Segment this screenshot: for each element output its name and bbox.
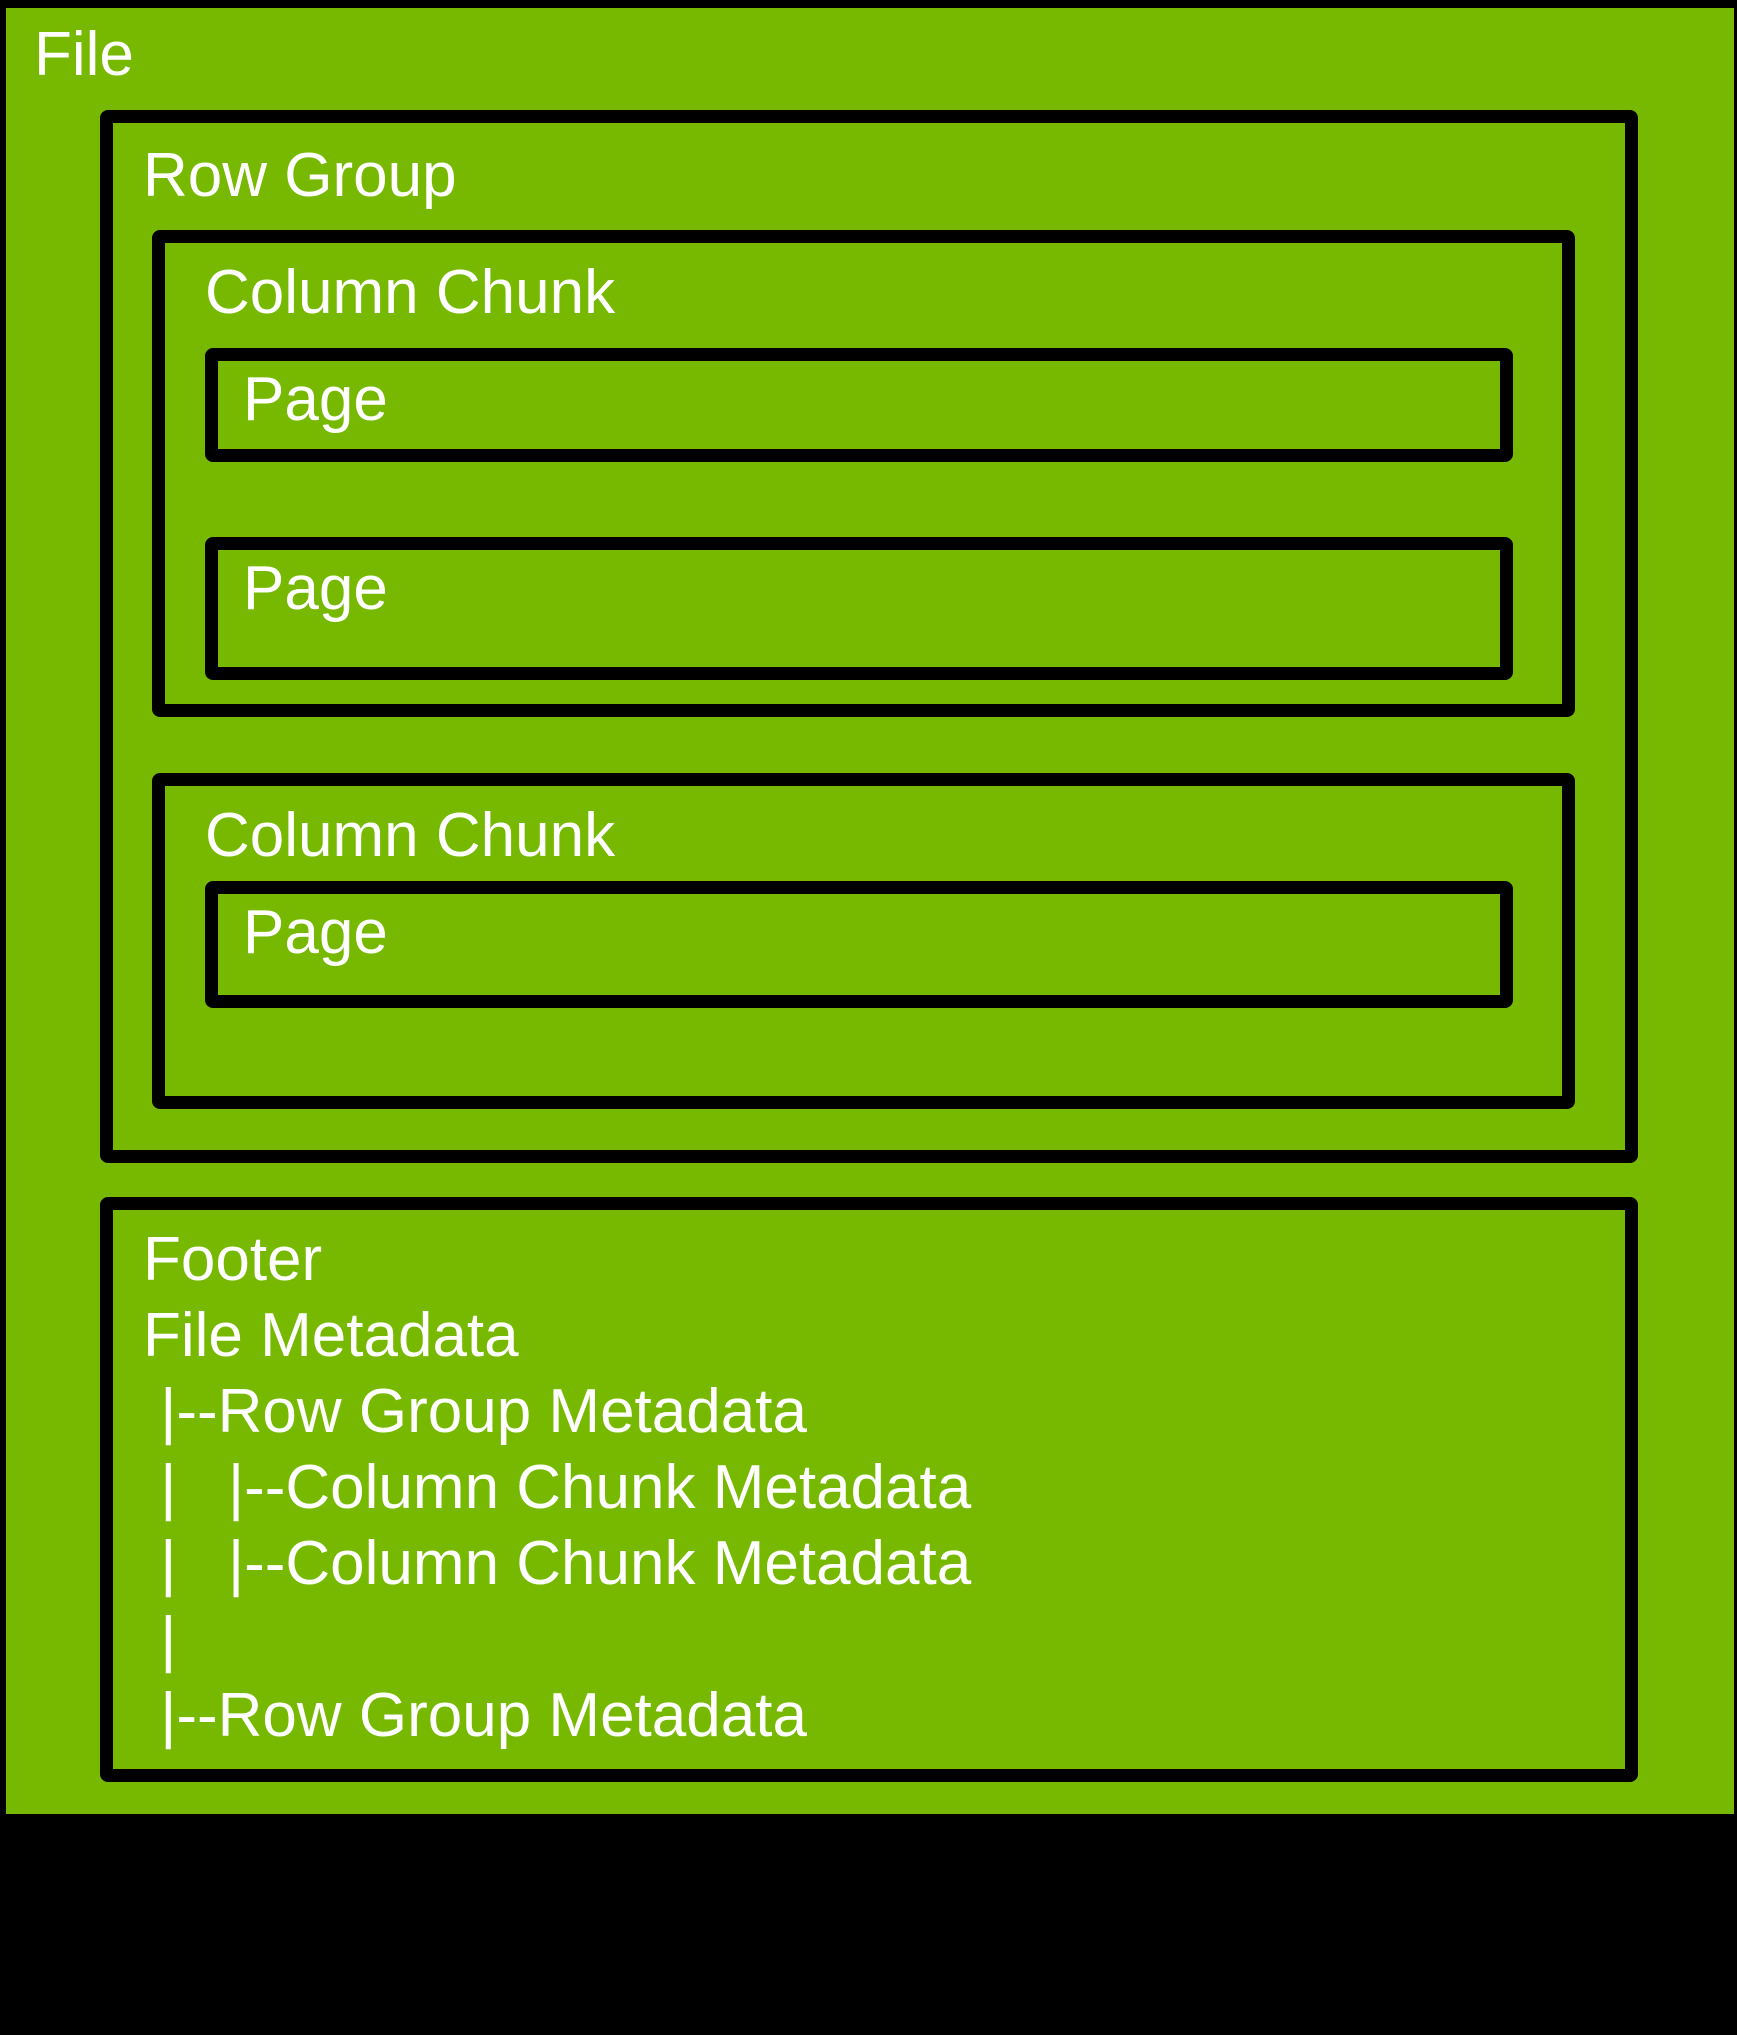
column-chunk-1-label: Column Chunk (205, 258, 616, 327)
footer-line: |--Row Group Metadata (143, 1377, 807, 1446)
column-chunk-1-box (152, 230, 1575, 717)
row-group-box (100, 110, 1638, 1163)
page-1-label: Page (243, 365, 388, 434)
footer-line: | |--Column Chunk Metadata (143, 1529, 972, 1598)
footer-box (100, 1197, 1638, 1782)
column-chunk-2-box (152, 773, 1575, 1109)
page-2-box (205, 537, 1513, 680)
footer-line: | (143, 1605, 177, 1674)
footer-line: File Metadata (143, 1301, 519, 1370)
column-chunk-2-label: Column Chunk (205, 801, 616, 870)
footer-line: | |--Column Chunk Metadata (143, 1453, 972, 1522)
row-group-label: Row Group (143, 141, 457, 210)
page-3-box (205, 881, 1513, 1008)
page-2-label: Page (243, 554, 388, 623)
footer-line: Footer (143, 1225, 323, 1294)
page-1-box (205, 348, 1513, 462)
page-3-label: Page (243, 898, 388, 967)
file-box (6, 8, 1734, 1814)
file-label: File (34, 20, 134, 89)
footer-metadata-tree (143, 1222, 971, 1754)
footer-line: |--Row Group Metadata (143, 1681, 807, 1750)
